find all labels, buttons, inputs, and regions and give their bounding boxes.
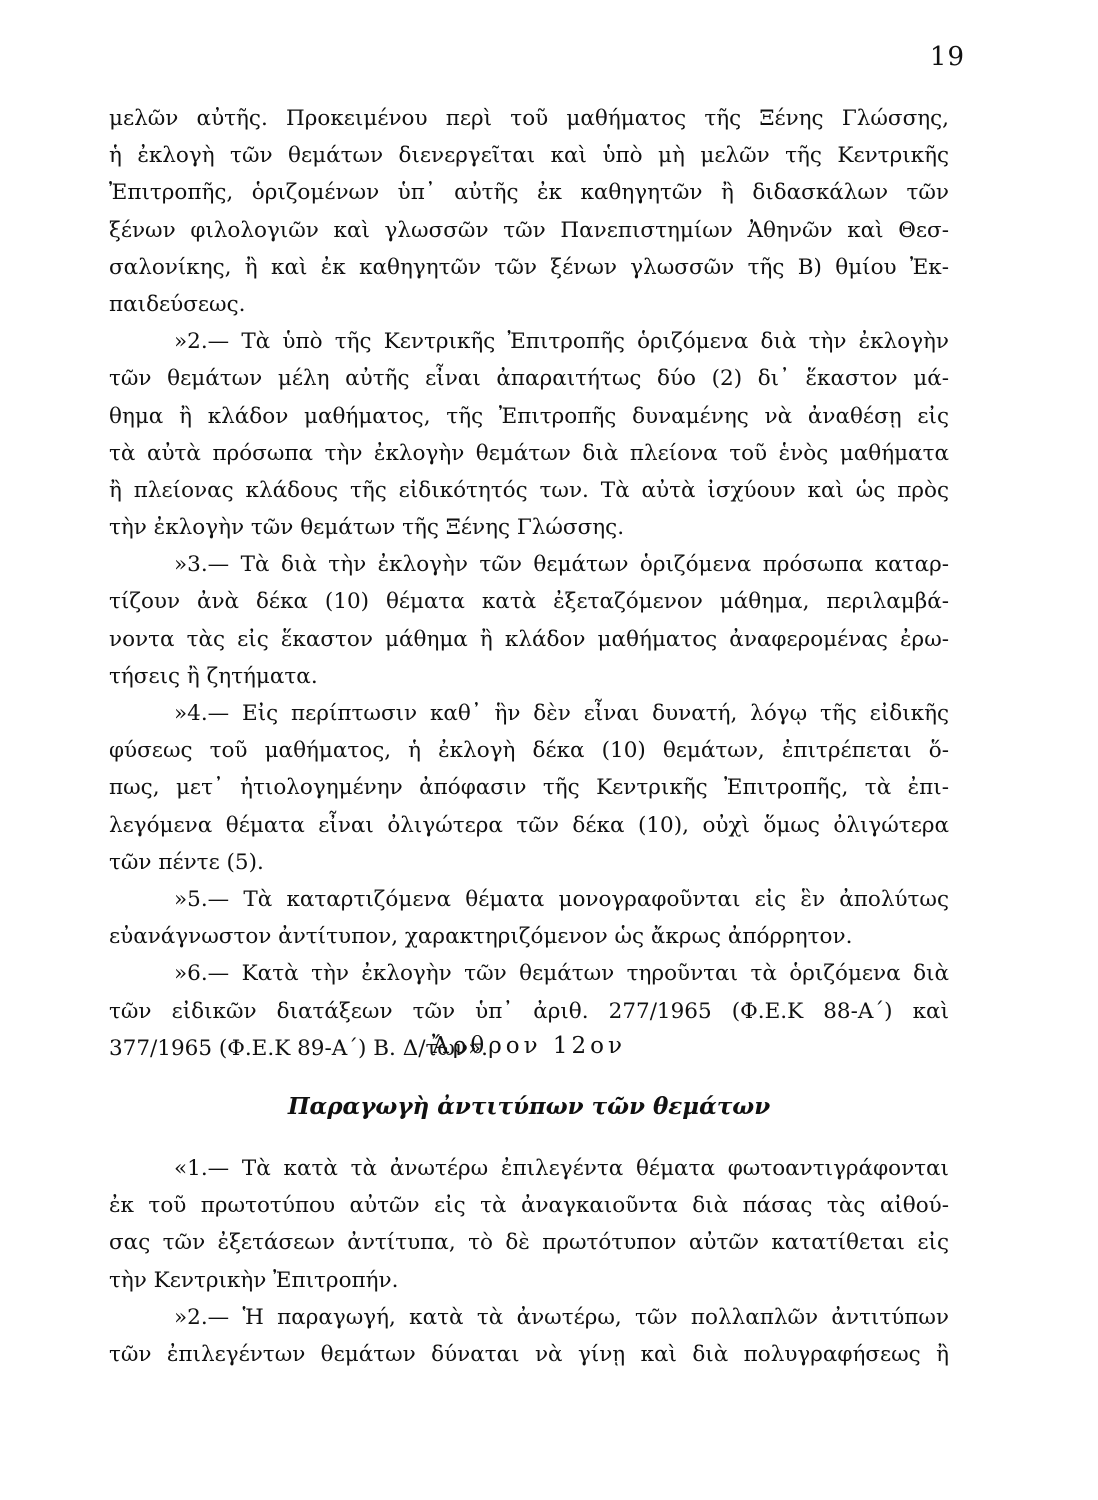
text-line: σαλονίκης, ἢ καὶ ἐκ καθηγητῶν τῶν ξένων γλωσσῶν τῆς Β) θμίου Ἐκ- [109, 254, 949, 280]
text-line: τῶν εἰδικῶν διατάξεων τῶν ὑπ᾿ ἀριθ. 277/1965 (Φ.Ε.Κ 88-Α΄) καὶ [109, 998, 949, 1024]
paragraph-5-start: »5.— Τὰ καταρτιζόμενα θέματα μονογραφοῦνται εἰς ἓν ἀπολύτως [174, 886, 949, 912]
text-line: σας τῶν ἐξετάσεων ἀντίτυπα, τὸ δὲ πρωτότυπον αὐτῶν κατατίθεται εἰς [109, 1230, 949, 1256]
text-line: θημα ἢ κλάδον μαθήματος, τῆς Ἐπιτροπῆς δυναμένης νὰ ἀναθέσῃ εἰς [109, 403, 949, 429]
paragraph-3-start: »3.— Τὰ διὰ τὴν ἐκλογὴν τῶν θεμάτων ὁριζόμενα πρόσωπα καταρ- [174, 552, 949, 578]
body-text-block-2 [109, 1150, 949, 1373]
text-line: τίζουν ἀνὰ δέκα (10) θέματα κατὰ ἐξεταζόμενον μάθημα, περιλαμβά- [109, 589, 949, 615]
text-line: 377/1965 (Φ.Ε.Κ 89-Α΄) Β. Δ/των». [109, 1035, 488, 1061]
paragraph-2-start: »2.— Ἡ παραγωγή, κατὰ τὰ ἀνωτέρω, τῶν πολλαπλῶν ἀντιτύπων [174, 1304, 949, 1330]
text-line: τῶν πέντε (5). [109, 849, 264, 875]
paragraph-1-start: «1.— Τὰ κατὰ τὰ ἀνωτέρω ἐπιλεγέντα θέματα φωτοαντιγράφονται [174, 1156, 949, 1181]
text-line: τὴν ἐκλογὴν τῶν θεμάτων τῆς Ξένης Γλώσσης. [109, 515, 625, 541]
article-heading: Ἄρθρον 12ον [431, 1033, 626, 1059]
text-line: παιδεύσεως. [109, 291, 246, 317]
body-text-block-1 [109, 100, 949, 1067]
text-line: τήσεις ἢ ζητήματα. [109, 663, 318, 689]
text-line: τὴν Κεντρικὴν Ἐπιτροπήν. [109, 1267, 399, 1293]
text-line: τὰ αὐτὰ πρόσωπα τὴν ἐκλογὴν θεμάτων διὰ πλείονα τοῦ ἑνὸς μαθήματα [109, 440, 949, 466]
text-line: φύσεως τοῦ μαθήματος, ἡ ἐκλογὴ δέκα (10) θεμάτων, ἐπιτρέπεται ὅ- [109, 738, 949, 764]
paragraph-4-start: »4.— Εἰς περίπτωσιν καθ᾿ ἣν δὲν εἶναι δυνατή, λόγῳ τῆς εἰδικῆς [174, 701, 949, 726]
text-line: ξένων φιλολογιῶν καὶ γλωσσῶν τῶν Πανεπιστημίων Ἀθηνῶν καὶ Θεσ- [109, 217, 949, 243]
text-line: ἢ πλείονας κλάδους τῆς εἰδικότητός των. Τὰ αὐτὰ ἰσχύουν καὶ ὡς πρὸς [109, 477, 949, 503]
text-line: ἐκ τοῦ πρωτοτύπου αὐτῶν εἰς τὰ ἀναγκαιοῦντα διὰ πάσας τὰς αἰθού- [109, 1193, 949, 1219]
text-line: λεγόμενα θέματα εἶναι ὀλιγώτερα τῶν δέκα (10), οὐχὶ ὅμως ὀλιγώτερα [109, 812, 949, 838]
text-line: νοντα τὰς εἰς ἕκαστον μάθημα ἢ κλάδον μαθήματος ἀναφερομένας ἐρω- [109, 626, 949, 652]
paragraph-6-start: »6.— Κατὰ τὴν ἐκλογὴν τῶν θεμάτων τηροῦνται τὰ ὁριζόμενα διὰ [174, 961, 949, 987]
text-line: πως, μετ᾿ ἠτιολογημένην ἀπόφασιν τῆς Κεντρικῆς Ἐπιτροπῆς, τὰ ἐπι- [109, 775, 949, 801]
text-line: Ἐπιτροπῆς, ὁριζομένων ὑπ᾿ αὐτῆς ἐκ καθηγητῶν ἢ διδασκάλων τῶν [109, 180, 949, 206]
page-number: 19 [929, 42, 965, 72]
article-title: Παραγωγὴ ἀντιτύπων τῶν θεμάτων [287, 1093, 771, 1120]
text-line: ἡ ἐκλογὴ τῶν θεμάτων διενεργεῖται καὶ ὑπὸ μὴ μελῶν τῆς Κεντρικῆς [109, 143, 949, 169]
text-line: τῶν θεμάτων μέλη αὐτῆς εἶναι ἀπαραιτήτως δύο (2) δι᾿ ἕκαστον μά- [109, 366, 949, 392]
text-line: εὐανάγνωστον ἀντίτυπον, χαρακτηριζόμενον ὡς ἄκρως ἀπόρρητον. [109, 924, 853, 950]
paragraph-2-start: »2.— Τὰ ὑπὸ τῆς Κεντρικῆς Ἐπιτροπῆς ὁριζόμενα διὰ τὴν ἐκλογὴν [174, 329, 949, 355]
text-line: μελῶν αὐτῆς. Προκειμένου περὶ τοῦ μαθήματος τῆς Ξένης Γλώσσης, [109, 106, 949, 131]
text-line: τῶν ἐπιλεγέντων θεμάτων δύναται νὰ γίνῃ καὶ διὰ πολυγραφήσεως ἢ [109, 1341, 949, 1367]
